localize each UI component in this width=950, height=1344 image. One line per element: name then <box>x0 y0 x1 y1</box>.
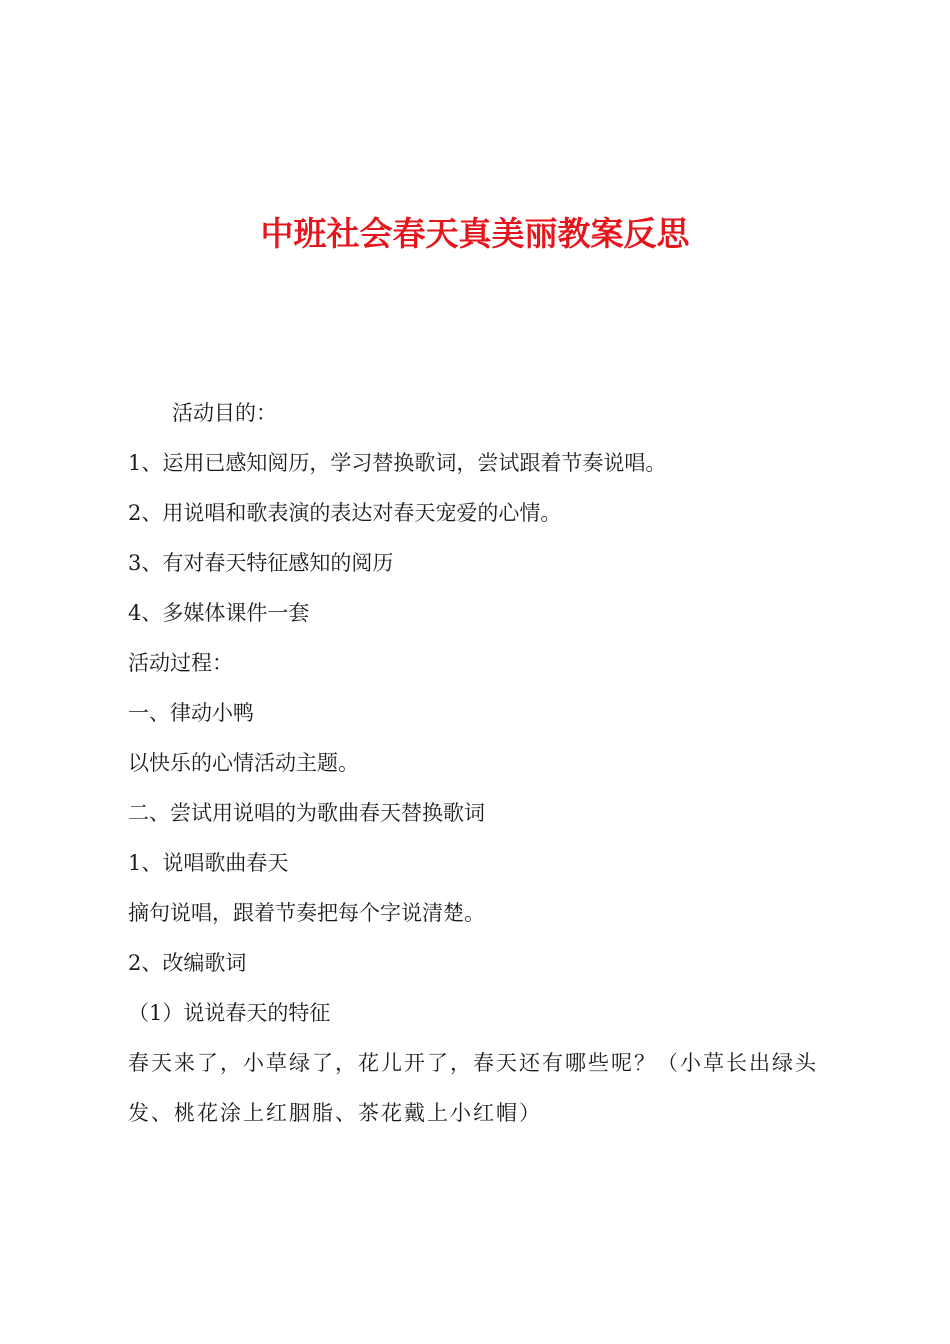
document-title: 中班社会春天真美丽教案反思 <box>260 214 690 253</box>
document-body <box>128 388 838 1138</box>
section-heading-goals: 活动目的： <box>172 401 277 425</box>
process-subitem-1: （1）说说春天的特征 <box>128 1001 331 1025</box>
section-heading-process: 活动过程： <box>128 651 233 675</box>
goal-item-4: 4、多媒体课件一套 <box>128 601 310 625</box>
goal-item-3: 3、有对春天特征感知的阅历 <box>128 551 394 575</box>
goal-item-1: 1、运用已感知阅历，学习替换歌词，尝试跟着节奏说唱。 <box>128 451 667 475</box>
process-substep-2: 2、改编歌词 <box>128 951 247 975</box>
process-text-2: 摘句说唱，跟着节奏把每个字说清楚。 <box>128 901 485 925</box>
process-step-1: 一、律动小鸭 <box>128 701 254 725</box>
process-text-1: 以快乐的心情活动主题。 <box>128 751 359 775</box>
goal-item-2: 2、用说唱和歌表演的表达对春天宠爱的心情。 <box>128 501 562 525</box>
process-substep-1: 1、说唱歌曲春天 <box>128 851 289 875</box>
process-step-2: 二、尝试用说唱的为歌曲春天替换歌词 <box>128 801 485 825</box>
process-paragraph: 春天来了，小草绿了，花儿开了，春天还有哪些呢？（小草长出绿头发、桃花涂上红胭脂、茶花戴上小红帽） <box>128 1051 818 1125</box>
